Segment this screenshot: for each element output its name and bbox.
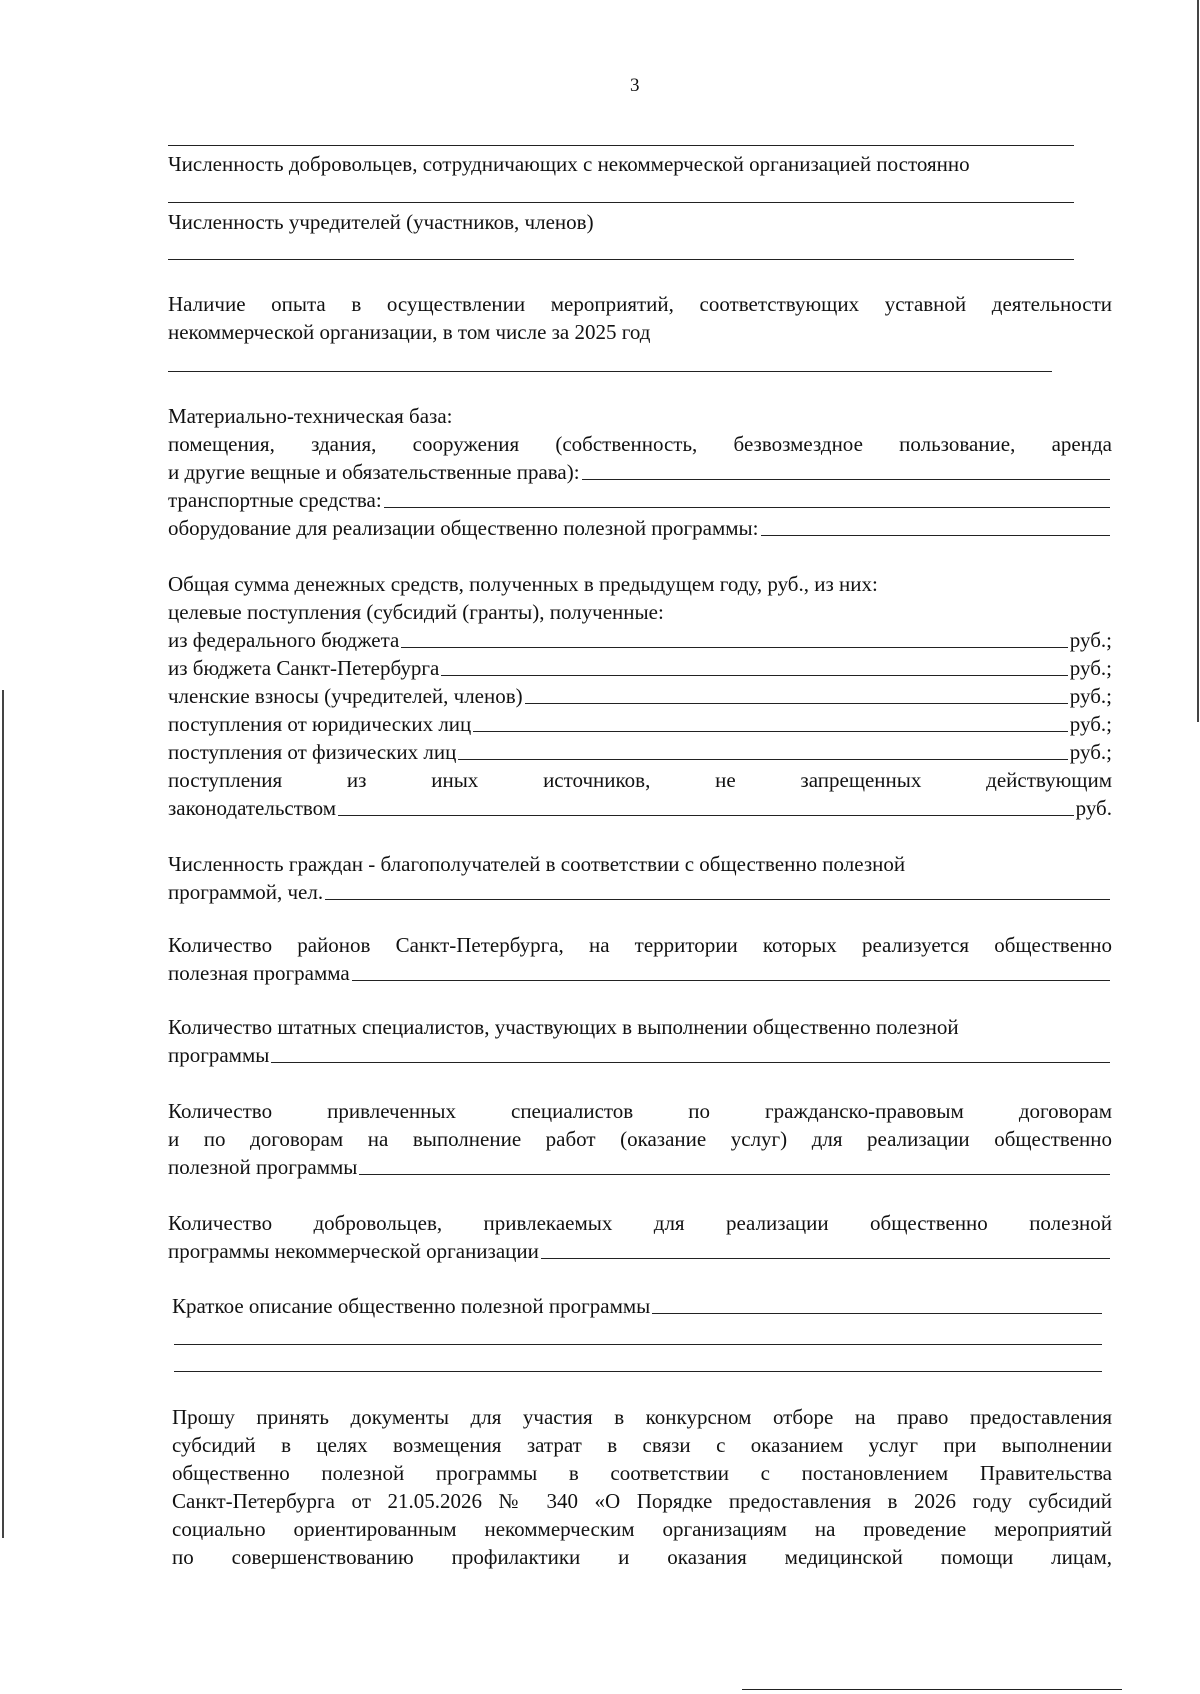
answer-line: [384, 507, 1110, 508]
unit-rub: руб.;: [1069, 712, 1112, 736]
field-label-districts-line1: Количество районов Санкт-Петербурга, на территории которых реализуется общественно: [168, 933, 1112, 957]
field-label-contractors-line3: полезной программы: [168, 1155, 358, 1179]
field-row-federal-budget: [168, 626, 1112, 654]
answer-line: [541, 1258, 1110, 1259]
scan-edge-right: [1197, 0, 1199, 722]
field-row-equipment: [168, 514, 1112, 542]
field-label-spb-budget: из бюджета Санкт-Петербурга: [168, 656, 440, 680]
scan-artifact-line: [742, 1689, 1122, 1690]
unit-rub: руб.;: [1069, 656, 1112, 680]
field-row-contractors: [168, 1153, 1112, 1181]
request-paragraph-line6: по совершенствованию профилактики и оказания медицинской помощи лицам,: [172, 1545, 1112, 1569]
field-label-legal-entities: поступления от юридических лиц: [168, 712, 472, 736]
answer-line: [174, 1371, 1102, 1372]
field-row-legal-entities: [168, 710, 1112, 738]
answer-line: [473, 731, 1068, 732]
field-label-federal-budget: из федерального бюджета: [168, 628, 400, 652]
answer-line: [401, 647, 1067, 648]
field-row-membership-fees: [168, 682, 1112, 710]
field-label-experience-line2: некоммерческой организации, в том числе за 2025 год: [168, 320, 651, 344]
request-paragraph-line2: субсидий в целях возмещения затрат в связи с оказанием услуг при выполнении: [172, 1433, 1112, 1457]
answer-line: [359, 1174, 1110, 1175]
answer-line: [652, 1313, 1102, 1314]
field-label-contractors-line2: и по договорам на выполнение работ (оказание услуг) для реализации общественно: [168, 1127, 1112, 1151]
field-row-staff: [168, 1041, 1112, 1069]
answer-line: [168, 259, 1074, 260]
answer-line: [168, 202, 1074, 203]
unit-rub: руб.: [1075, 796, 1112, 820]
field-label-other-sources-line1: поступления из иных источников, не запрещенных действующим: [168, 768, 1112, 792]
field-label-volunteers-attracted-line1: Количество добровольцев, привлекаемых для реализации общественно полезной: [168, 1211, 1112, 1235]
answer-line: [458, 759, 1067, 760]
answer-line: [168, 371, 1052, 372]
field-row-districts: [168, 959, 1112, 987]
field-row-individuals: [168, 738, 1112, 766]
field-row-spb-budget: [168, 654, 1112, 682]
field-label-vehicles: транспортные средства:: [168, 488, 382, 512]
field-row-description: [172, 1292, 1104, 1320]
answer-line: [582, 479, 1110, 480]
answer-line: [174, 1344, 1102, 1345]
field-label-equipment: оборудование для реализации общественно полезной программы:: [168, 516, 759, 540]
answer-line: [352, 980, 1110, 981]
request-paragraph-line5: социально ориентированным некоммерческим организациям на проведение мероприятий: [172, 1517, 1112, 1541]
field-label-districts-line2: полезная программа: [168, 961, 350, 985]
answer-line: [441, 675, 1067, 676]
answer-line: [525, 703, 1068, 704]
answer-line: [338, 815, 1074, 816]
field-label-individuals: поступления от физических лиц: [168, 740, 457, 764]
field-label-targeted-receipts: целевые поступления (субсидий (гранты), полученные:: [168, 600, 664, 624]
field-row-volunteers-attracted: [168, 1237, 1112, 1265]
field-row-other-sources: [168, 794, 1112, 822]
request-paragraph-line4: Санкт-Петербурга от 21.05.2026 № 340 «О Порядке предоставления в 2026 году субсидий: [172, 1489, 1112, 1513]
request-paragraph-line3: общественно полезной программы в соответствии с постановлением Правительства: [172, 1461, 1112, 1485]
field-label-experience-line1: Наличие опыта в осуществлении мероприятий, соответствующих уставной деятельности: [168, 292, 1112, 316]
unit-rub: руб.;: [1069, 740, 1112, 764]
field-row-premises: [168, 458, 1112, 486]
answer-line: [271, 1062, 1110, 1063]
answer-line: [168, 145, 1074, 146]
field-label-premises-line1: помещения, здания, сооружения (собственность, безвозмездное пользование, аренда: [168, 432, 1112, 456]
answer-line: [325, 899, 1110, 900]
field-label-staff-line2: программы: [168, 1043, 270, 1067]
field-label-volunteers-attracted-line2: программы некоммерческой организации: [168, 1239, 539, 1263]
page-number: 3: [630, 75, 640, 96]
field-label-premises-line2: и другие вещные и обязательственные права):: [168, 460, 580, 484]
unit-rub: руб.;: [1069, 628, 1112, 652]
field-label-other-sources-line2: законодательством: [168, 796, 337, 820]
field-label-description: Краткое описание общественно полезной программы: [172, 1294, 651, 1318]
field-label-beneficiaries-line1: Численность граждан - благополучателей в соответствии с общественно полезной: [168, 852, 906, 876]
field-label-volunteers-constant: Численность добровольцев, сотрудничающих с некоммерческой организацией постоянно: [168, 152, 970, 176]
unit-rub: руб.;: [1069, 684, 1112, 708]
field-label-contractors-line1: Количество привлеченных специалистов по гражданско-правовым договорам: [168, 1099, 1112, 1123]
section-title-material-base: Материально-техническая база:: [168, 404, 453, 428]
field-row-vehicles: [168, 486, 1112, 514]
field-row-beneficiaries: [168, 878, 1112, 906]
section-title-funds: Общая сумма денежных средств, полученных в предыдущем году, руб., из них:: [168, 572, 878, 596]
field-label-beneficiaries-line2: программой, чел.: [168, 880, 324, 904]
answer-line: [761, 535, 1110, 536]
field-label-membership-fees: членские взносы (учредителей, членов): [168, 684, 523, 708]
field-label-founders-count: Численность учредителей (участников, членов): [168, 210, 594, 234]
scan-edge-left: [2, 690, 4, 1538]
request-paragraph-line1: Прошу принять документы для участия в конкурсном отборе на право предоставления: [172, 1405, 1112, 1429]
field-label-staff-line1: Количество штатных специалистов, участвующих в выполнении общественно полезной: [168, 1015, 959, 1039]
